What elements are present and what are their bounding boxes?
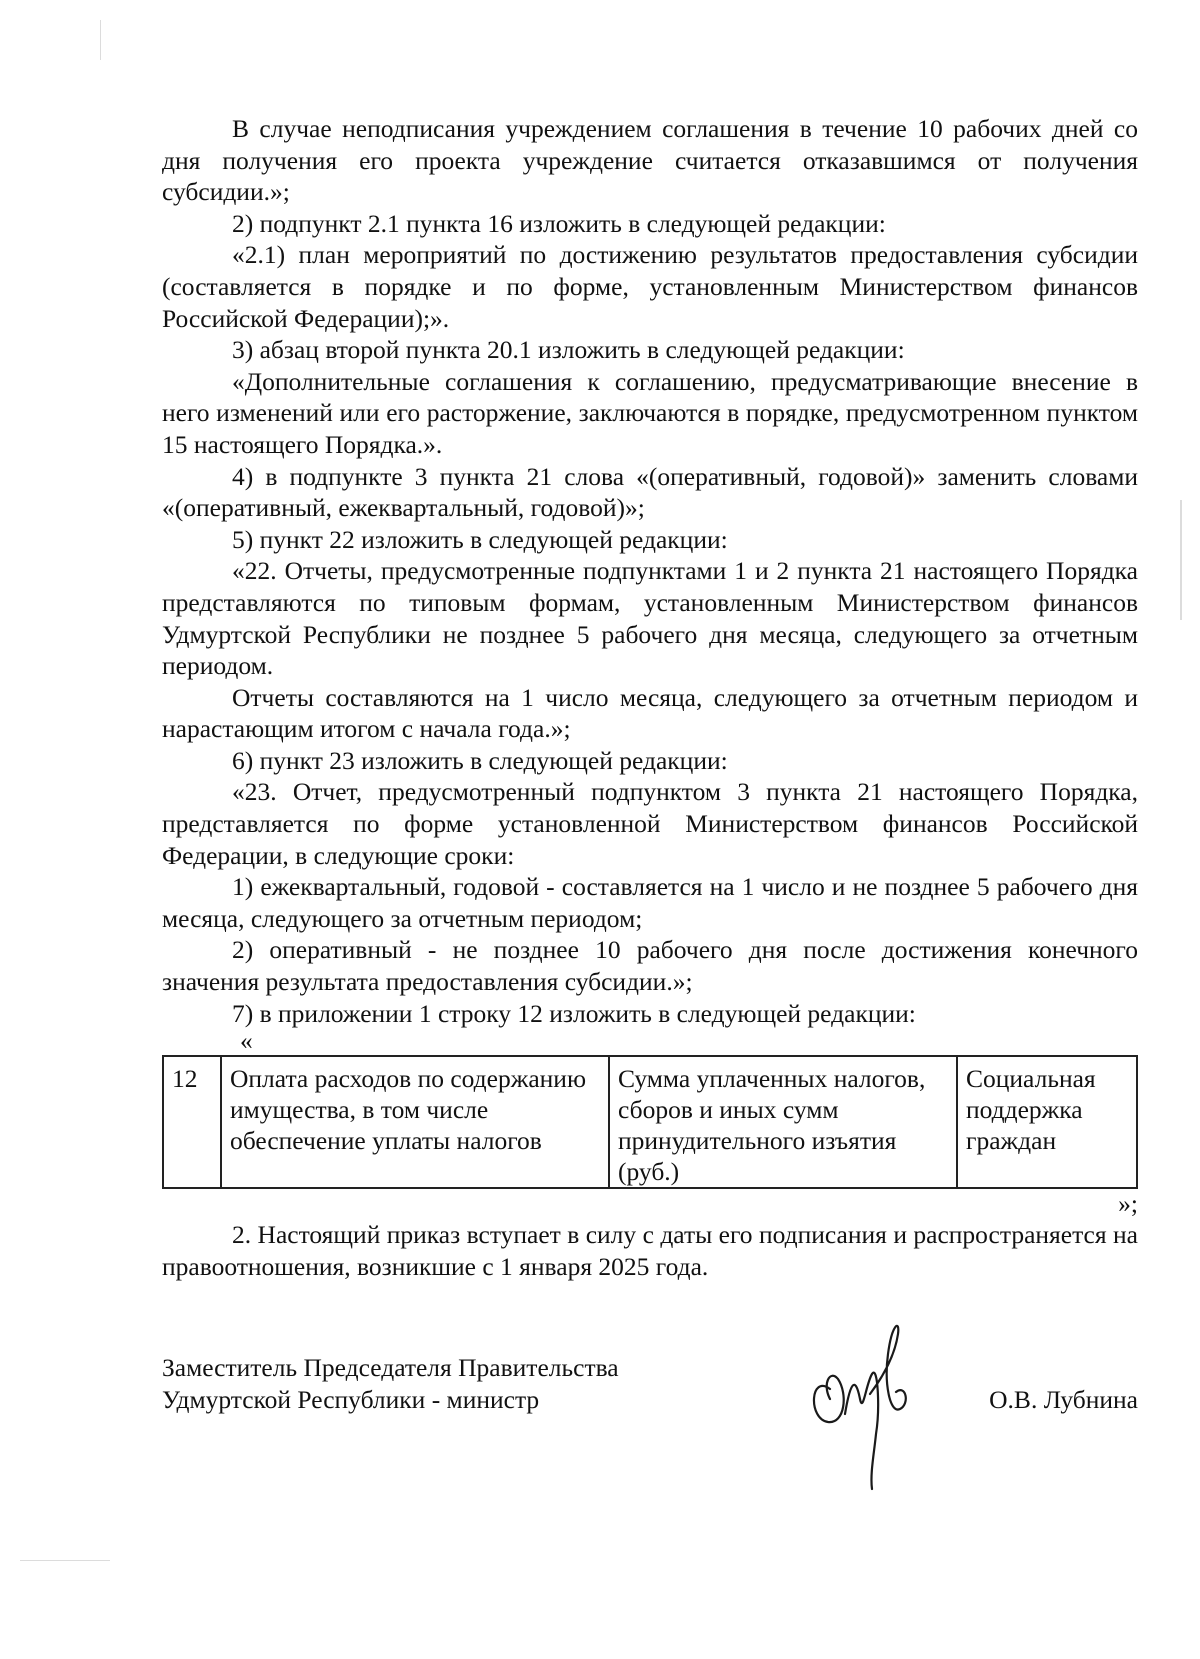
scan-speck (1180, 500, 1182, 620)
paragraph: «Дополнительные соглашения к соглашению, предусматривающие внесение в него изменений или его расторжение, заключаются в порядке, предусмотренном пунктом 15 настоящего Порядка.». (162, 366, 1138, 459)
paragraph: 2) подпункт 2.1 пункта 16 изложить в следующей редакции: (232, 208, 886, 238)
paragraph: 4) в подпункте 3 пункта 21 слова «(оперативный, годовой)» заменить словами «(оперативный, ежеквартальный, годовой)»; (162, 461, 1138, 523)
signer-position-line1: Заместитель Председателя Правительства (162, 1353, 619, 1382)
direction-cell: Социальная поддержка граждан (957, 1056, 1137, 1188)
row-number-cell: 12 (163, 1056, 221, 1188)
purpose-cell: Оплата расходов по содержанию имущества, в том числе обеспечение уплаты налогов (221, 1056, 609, 1188)
signer-position (162, 1352, 619, 1416)
paragraph: 2) оперативный - не позднее 10 рабочего дня после достижения конечного значения результата предоставления субсидии.»; (162, 935, 1138, 997)
paragraph: 5) пункт 22 изложить в следующей редакции: (232, 524, 728, 554)
quote-close-mark: »; (1118, 1189, 1138, 1219)
final-paragraph: 2. Настоящий приказ вступает в силу с даты его подписания и распространяется на правоотношения, возникшие с 1 января 2025 года. (162, 1220, 1138, 1281)
handwritten-signature (800, 1314, 940, 1494)
paragraph: «23. Отчет, предусмотренный подпунктом 3 пункта 21 настоящего Порядка, представляется по форме установленной Министерством финансов Российской Федерации, в следующие сроки: (162, 777, 1138, 870)
signer-name: О.В. Лубнина (989, 1385, 1138, 1414)
scan-speck (100, 20, 101, 60)
scan-speck (20, 1560, 110, 1561)
amendment-table (162, 1055, 1138, 1189)
quote-open-mark: « (240, 1026, 253, 1056)
paragraph: Отчеты составляются на 1 число месяца, следующего за отчетным периодом и нарастающим итогом с начала года.»; (162, 682, 1138, 744)
paragraph: «2.1) план мероприятий по достижению результатов предоставления субсидии (составляется в порядке и по форме, установленным Министерством финансов Российской Федерации);». (162, 240, 1138, 333)
signer-position-line2: Удмуртской Республики - министр (162, 1385, 540, 1414)
signature-block (162, 1352, 1138, 1522)
paragraph: «22. Отчеты, предусмотренные подпунктами 1 и 2 пункта 21 настоящего Порядка представляются по типовым формам, установленным Министерством финансов Удмуртской Республики не позднее 5 рабочего дня месяца, следующего за отчетным периодом. (162, 556, 1138, 681)
document-body (162, 113, 1138, 1282)
paragraph: 1) ежеквартальный, годовой - составляется на 1 число и не позднее 5 рабочего дня месяца, следующего за отчетным периодом; (162, 872, 1138, 933)
table-row (163, 1056, 1137, 1188)
paragraph: 3) абзац второй пункта 20.1 изложить в следующей редакции: (232, 335, 905, 365)
paragraph: 7) в приложении 1 строку 12 изложить в следующей редакции: (232, 998, 916, 1028)
paragraph: В случае неподписания учреждением соглашения в течение 10 рабочих дней со дня получения его проекта учреждение считается отказавшимся от получения субсидии.»; (162, 114, 1138, 207)
indicator-cell: Сумма уплаченных налогов, сборов и иных сумм принудительного изъятия (руб.) (609, 1056, 957, 1188)
paragraph: 6) пункт 23 изложить в следующей редакции: (232, 745, 728, 775)
